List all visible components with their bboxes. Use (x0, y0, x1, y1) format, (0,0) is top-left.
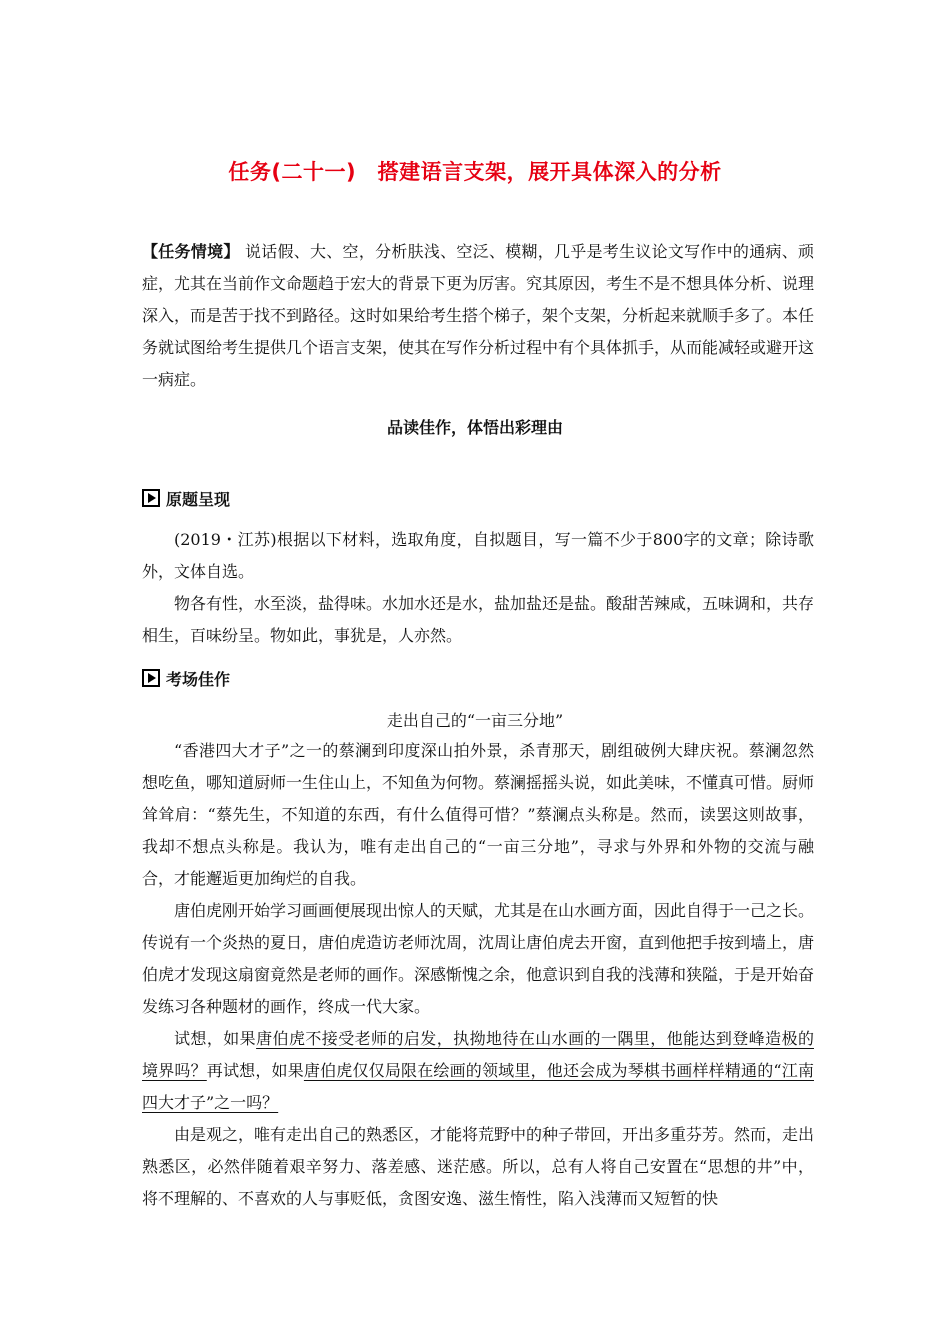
essay-title: 走出自己的“一亩三分地” (386, 711, 564, 730)
task-context-tag: 【任务情境】 (142, 242, 240, 261)
underlined-sentence-2: 唐伯虎仅仅局限在绘画的领域里，他还会成为琴棋书画样样精通的“江南四大才子”之一吗？ (142, 1061, 814, 1112)
original-question-heading (142, 486, 230, 510)
model-essay-heading-label: 考场佳作 (166, 669, 231, 689)
essay-paragraph-4: 由是观之，唯有走出自己的熟悉区，才能将荒野中的种子带回，开出多重芬芳。然而，走出熟悉区，必然伴随着艰辛努力、落差感、迷茫感。所以，总有人将自己安置在“思想的井”中，将不理解的、不喜欢的人与事贬低，贪图安逸、滋生惰性，陷入浅薄而又短暂的快 (142, 1125, 815, 1208)
model-essay-heading (142, 666, 230, 690)
material-paragraph: 物各有性，水至淡，盐得味。水加水还是水，盐加盐还是盐。酸甜苦辣咸，五味调和，共存相生，百味纷呈。物如此，事犹是，人亦然。 (142, 594, 815, 645)
essay-p3-text-b: 再试想，如果 (206, 1061, 304, 1080)
task-context-text: 说话假、大、空，分析肤浅、空泛、模糊，几乎是考生议论文写作中的通病、顽症，尤其在当前作文命题趋于宏大的背景下更为厉害。究其原因，考生不是不想具体分析、说理深入，而是苦于找不到路径。这时如果给考生搭个梯子，架个支架，分析起来就顺手多了。本任务就试图给考生提供几个语言支架，使其在写作分析过程中有个具体抓手，从而能减轻或避开这一病症。 (142, 242, 815, 389)
essay-paragraph-3 (142, 1023, 814, 1119)
essay-p3-text-a: 试想，如果 (174, 1029, 257, 1048)
play-triangle-icon (142, 489, 160, 507)
play-triangle-icon (142, 669, 160, 687)
task-context-paragraph (142, 236, 814, 396)
underlined-sentence-1: 唐伯虎不接受老师的启发，执拗地待在山水画的一隅里，他能达到登峰造极的境界吗？ (142, 1029, 814, 1080)
essay-paragraph-2: 唐伯虎刚开始学习画画便展现出惊人的天赋，尤其是在山水画方面，因此自得于一己之长。传说有一个炎热的夏日，唐伯虎造访老师沈周，沈周让唐伯虎去开窗，直到他把手按到墙上，唐伯虎才发现这扇窗竟然是老师的画作。深感惭愧之余，他意识到自我的浅薄和狭隘，于是开始奋发练习各种题材的画作，终成一代大家。 (142, 901, 815, 1016)
question-paragraph: (2019・江苏)根据以下材料，选取角度，自拟题目，写一篇不少于800字的文章；除诗歌外，文体自选。 (142, 530, 814, 581)
essay-paragraph-1: “香港四大才子”之一的蔡澜到印度深山拍外景，杀青那天，剧组破例大肆庆祝。蔡澜忽然想吃鱼，哪知道厨师一生住山上，不知鱼为何物。蔡澜摇摇头说，如此美味，不懂真可惜。厨师耸耸肩：“蔡先生，不知道的东西，有什么值得可惜？”蔡澜点头称是。然而，读罢这则故事，我却不想点头称是。我认为，唯有走出自己的“一亩三分地”，寻求与外界和外物的交流与融合，才能邂逅更加绚烂的自我。 (142, 741, 815, 888)
original-question-heading-label: 原题呈现 (166, 489, 231, 509)
section-subtitle: 品读佳作，体悟出彩理由 (386, 418, 563, 437)
page-title: 任务(二十一) 搭建语言支架，展开具体深入的分析 (228, 160, 722, 184)
